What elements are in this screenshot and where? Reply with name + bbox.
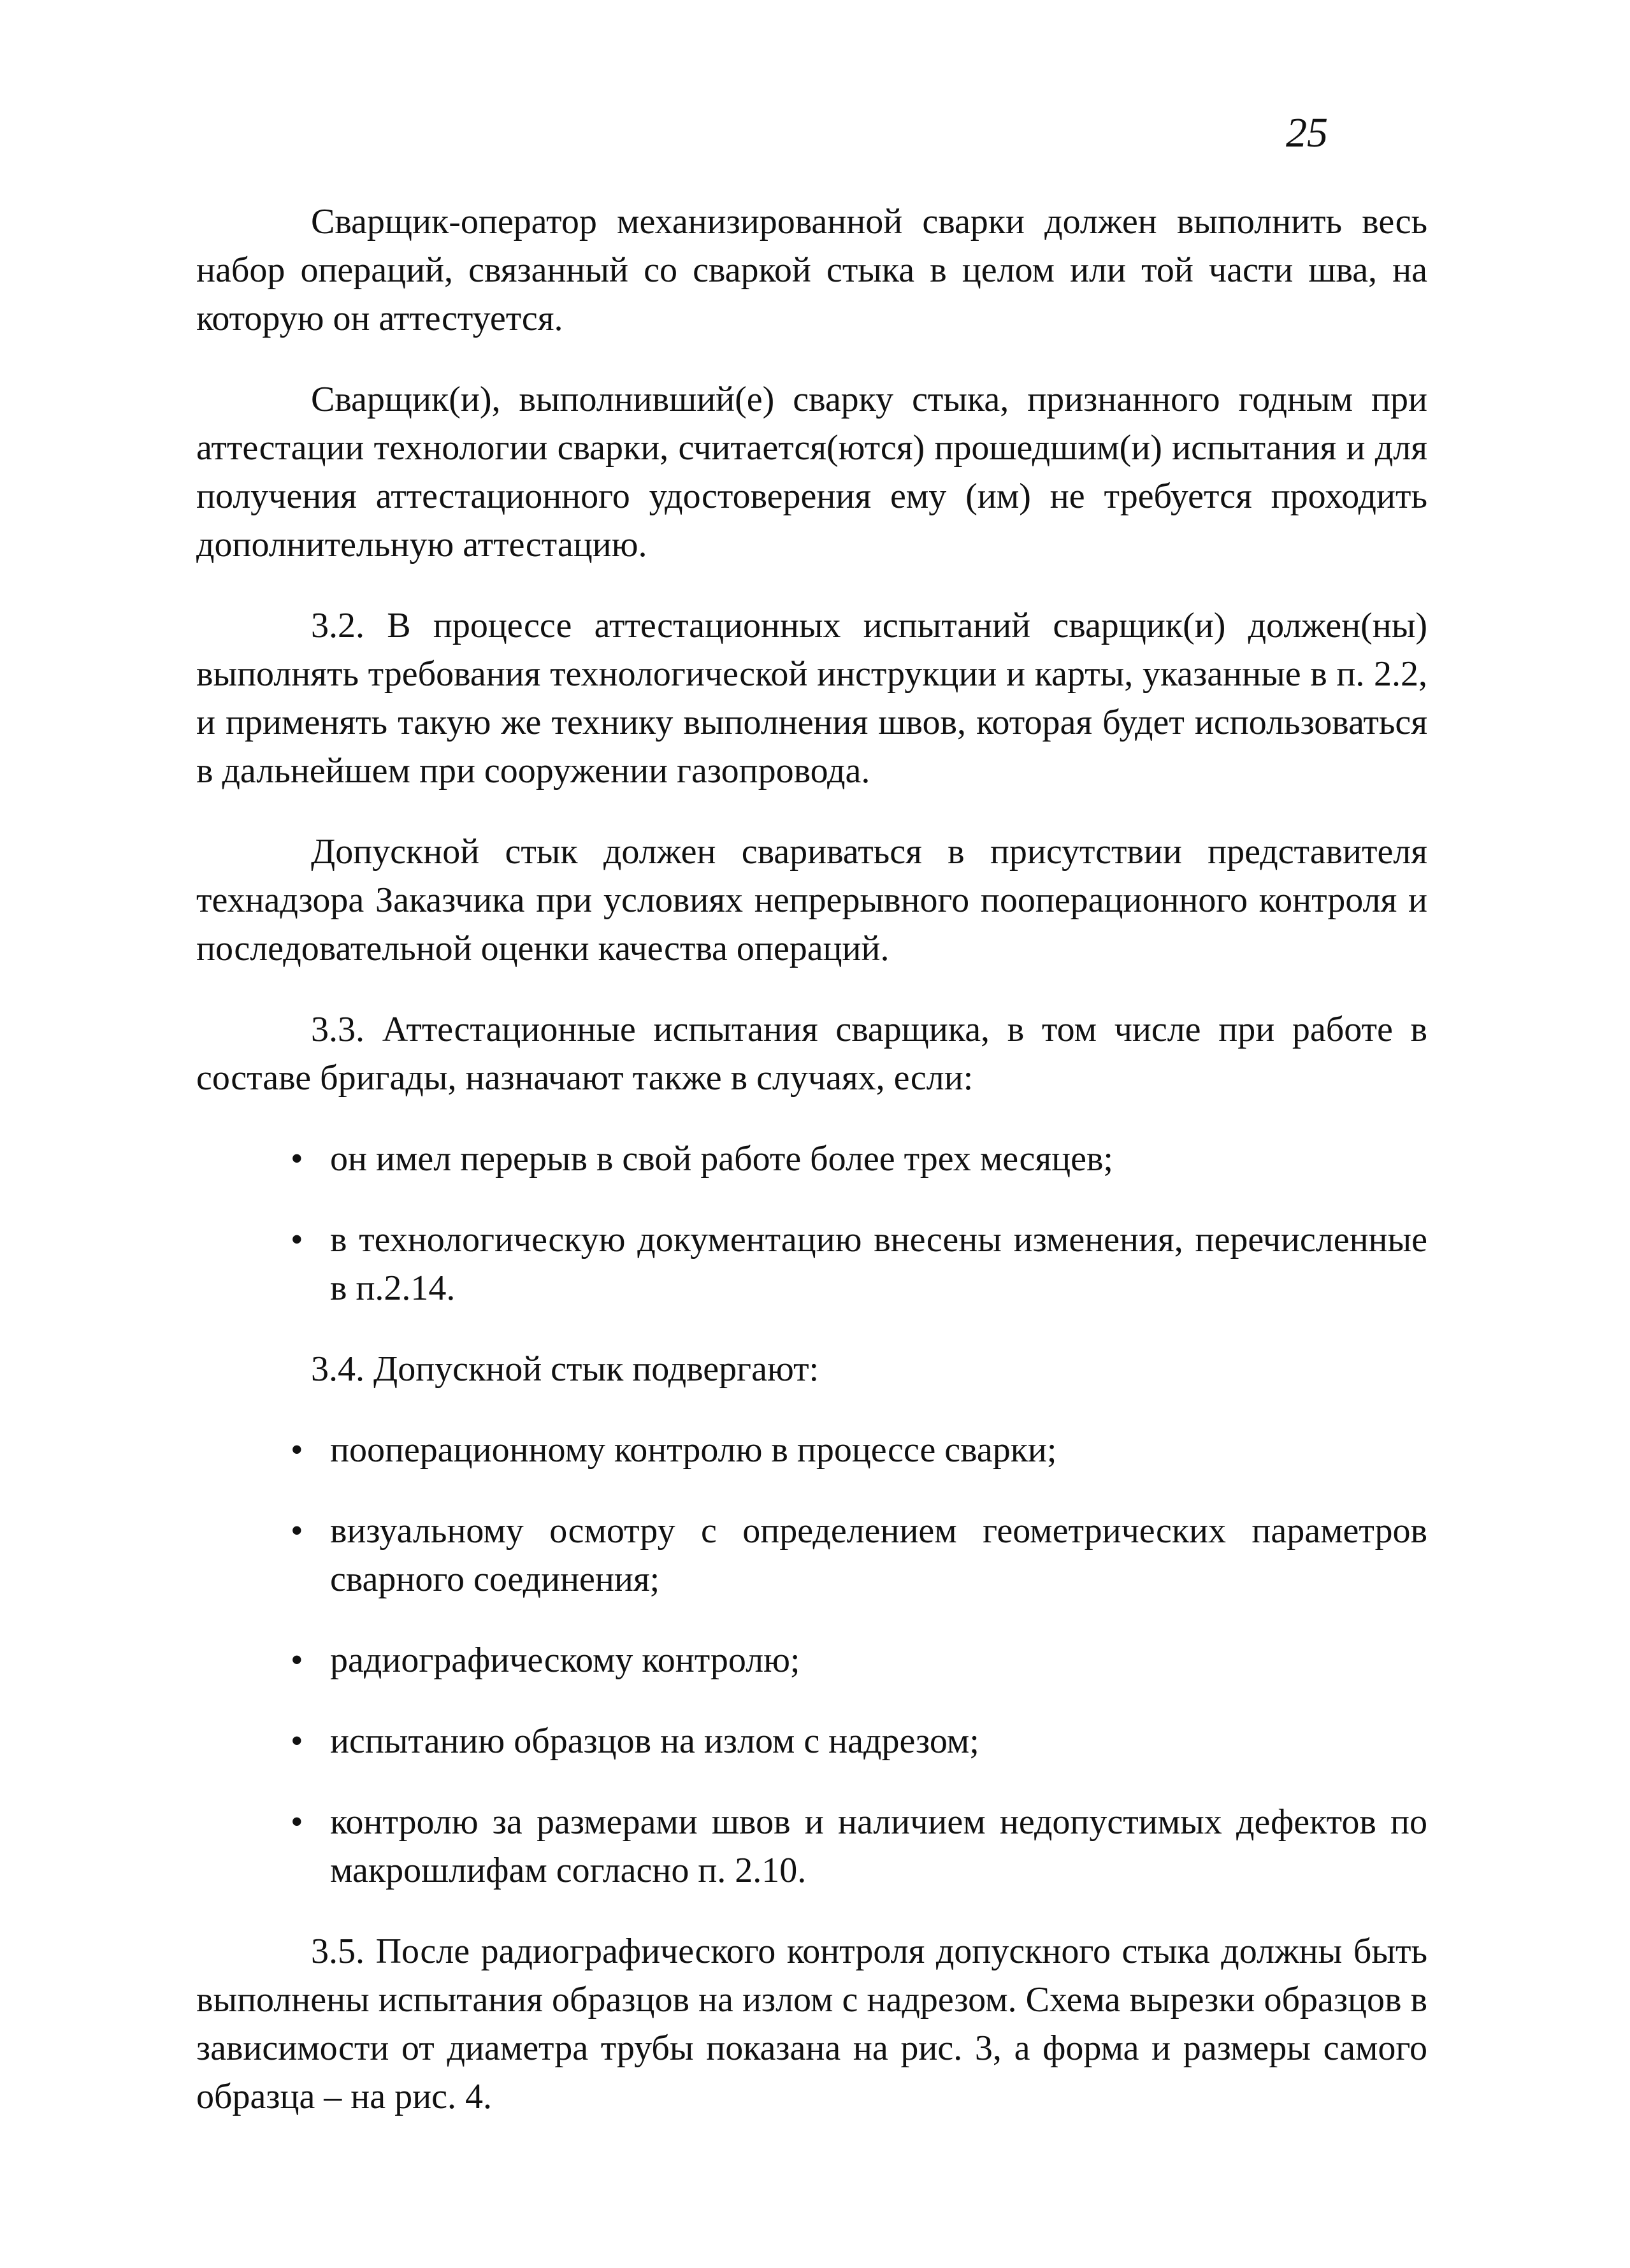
paragraph-3-2: 3.2. В процессе аттестационных испытаний сварщик(и) должен(ны) выполнять требования технологической инструкции и карты, указанные в п. 2.2, и применять такую же технику выполнения швов, которая будет использоваться в дальнейшем при сооружении газопровода. (196, 606, 1427, 791)
paragraph-3-5: 3.5. После радиографического контроля допускного стыка должны быть выполнены испытания образцов на излом с надрезом. Схема вырезки образцов в зависимости от диаметра трубы показана на рис. 3, а форма и размеры самого образца – на рис. 4. (196, 1932, 1427, 2116)
page-number: 25 (1286, 110, 1328, 156)
paragraph-3-4: 3.4. Допускной стык подвергают: (311, 1349, 819, 1389)
bullet-icon: • (291, 1139, 303, 1179)
bullet-icon: • (291, 1511, 303, 1551)
list-item: • он имел перерыв в свой работе более трех месяцев; (196, 1135, 1427, 1183)
list-item: • контролю за размерами швов и наличием недопустимых дефектов по макрошлифам согласно п. 2.10. (196, 1798, 1427, 1895)
list-item: • испытанию образцов на излом с надрезом; (196, 1717, 1427, 1765)
paragraph-welders-certified: Сварщик(и), выполнивший(е) сварку стыка, признанного годным при аттестации технологии сварки, считается(ются) прошедшим(и) испытания и для получения аттестационного удостоверения ему (им) не требуется проходить дополнительную аттестацию. (196, 380, 1427, 564)
paragraph-welder-operator: Сварщик-оператор механизированной сварки должен выполнить весь набор операций, связанный со сваркой стыка в целом или той части шва, на которую он аттестуется. (196, 202, 1427, 338)
bullet-icon: • (291, 1721, 303, 1761)
list-item: • визуальному осмотру с определением геометрических параметров сварного соединения; (196, 1507, 1427, 1604)
bullet-icon: • (291, 1640, 303, 1680)
bullet-list-conditions (196, 1135, 1427, 1312)
bullet-icon: • (291, 1802, 303, 1842)
paragraph-3-3: 3.3. Аттестационные испытания сварщика, в том числе при работе в составе бригады, назначают также в случаях, если: (196, 1010, 1427, 1098)
bullet-list-inspections (196, 1426, 1427, 1895)
bullet-icon: • (291, 1430, 303, 1470)
list-item: • радиографическому контролю; (196, 1636, 1427, 1684)
list-item: • пооперационному контролю в процессе сварки; (196, 1426, 1427, 1474)
paragraph-trial-joint: Допускной стык должен свариваться в присутствии представителя технадзора Заказчика при условиях непрерывного пооперационного контроля и последовательной оценки качества операций. (196, 832, 1427, 968)
bullet-icon: • (291, 1220, 303, 1260)
document-body (196, 197, 1427, 2153)
list-item: • в технологическую документацию внесены изменения, перечисленные в п.2.14. (196, 1216, 1427, 1312)
